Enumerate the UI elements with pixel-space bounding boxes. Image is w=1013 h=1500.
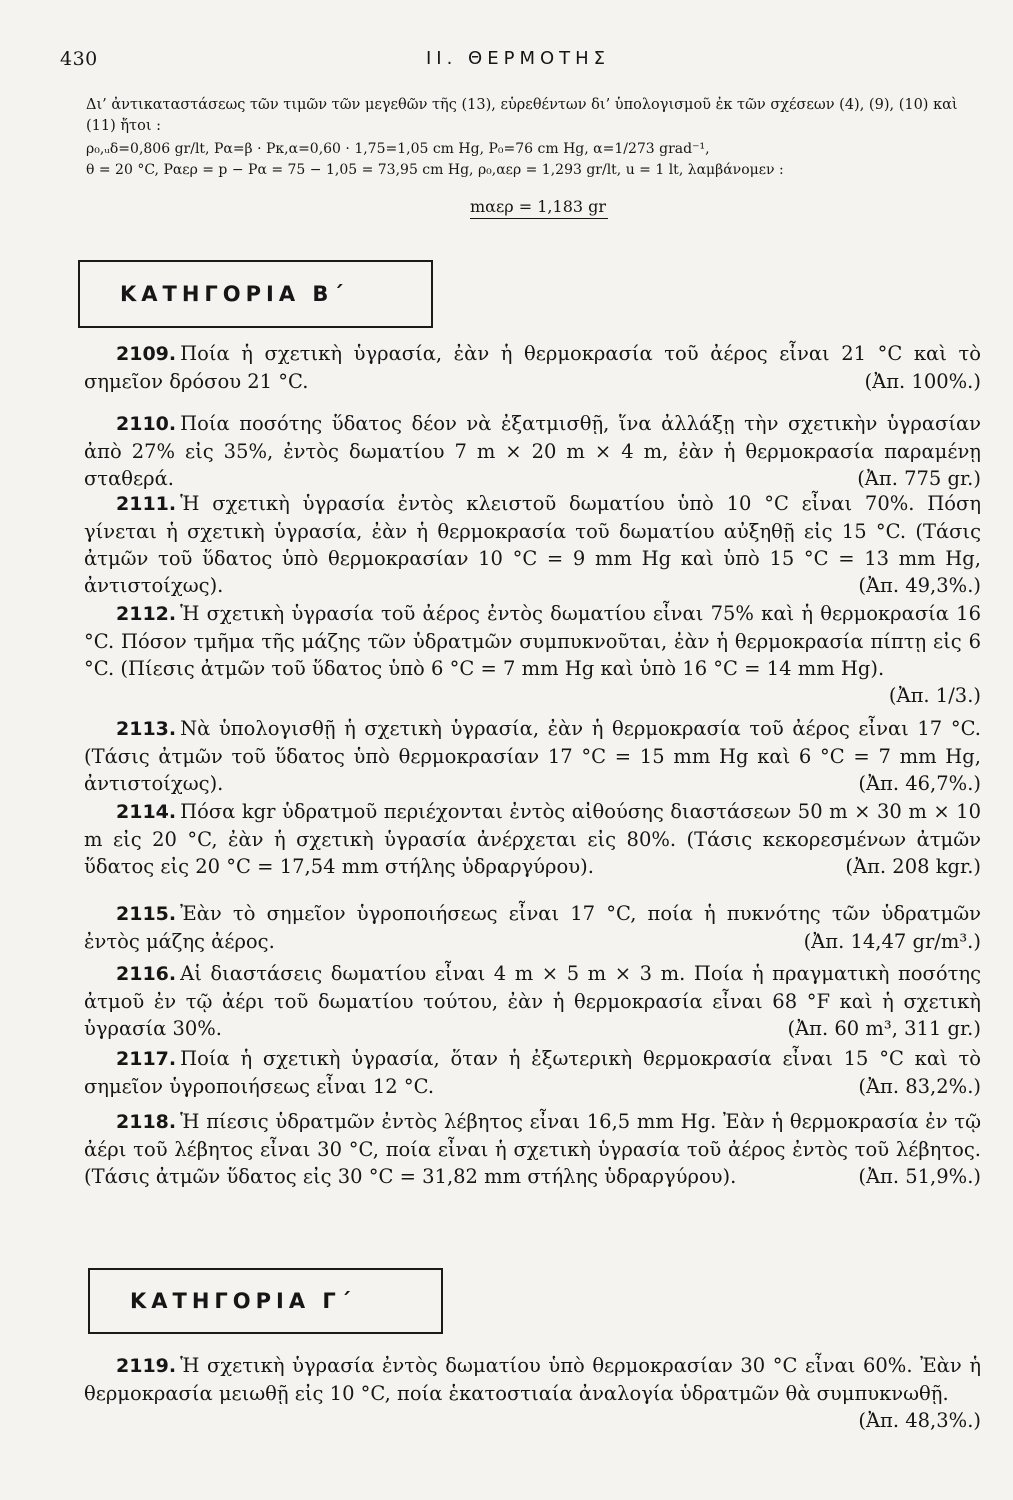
problem-text: Πόσα kgr ὑδρατμοῦ περιέχονται ἐντὸς αἰθούσης διαστάσεων 50 m × 30 m × 10 m εἰς 20 °C, ἐὰν ἡ σχετικὴ ὑγρασία ἀνέρχεται εἰς 80%. (Τάσις κεκορεσμένων ἀτμῶν ὕδατος εἰς 20 °C = 17,54 mm στήλης ὑδραργύρου). <box>84 800 981 878</box>
formula-line-1: ρ₀,ᵤδ=0,806 gr/lt, Pα=β · Pκ,α=0,60 · 1,75=1,05 cm Hg, P₀=76 cm Hg, α=1/273 grad⁻¹, <box>86 141 710 157</box>
problem-number: 2113. <box>116 718 177 740</box>
problem-text: Αἱ διαστάσεις δωματίου εἶναι 4 m × 5 m × 3 m. Ποία ἡ πραγματικὴ ποσότης ἀτμοῦ ἐν τῷ ἀέρι τοῦ δωματίου τούτου, ἐὰν ἡ θερμοκρασία εἶναι 68 °F καὶ ἡ σχετικὴ ὑγρασία 30%. <box>84 962 981 1040</box>
problem-2113 <box>84 715 981 797</box>
problem-number: 2112. <box>116 603 177 625</box>
formula-result: mαερ = 1,183 gr <box>470 197 608 219</box>
page-number: 430 <box>60 48 98 70</box>
problem-answer: (Ἀπ. 51,9%.) <box>858 1165 981 1188</box>
problem-number: 2115. <box>116 903 177 925</box>
problem-2112 <box>84 600 981 709</box>
problem-2118 <box>84 1108 981 1190</box>
category-b-heading <box>78 260 433 328</box>
problem-2116 <box>84 960 981 1042</box>
problem-answer: (Ἀπ. 49,3%.) <box>858 574 981 597</box>
problem-answer: (Ἀπ. 775 gr.) <box>857 467 981 490</box>
problem-text: Ποία ποσότης ὕδατος δέον νὰ ἐξατμισθῇ, ἵνα ἀλλάξῃ τὴν σχετικὴν ὑγρασίαν ἀπὸ 27% εἰς 35%, ἐντὸς δωματίου 7 m × 20 m × 4 m, ἐὰν ἡ θερμοκρασία παραμένῃ σταθερά. <box>84 412 981 490</box>
problem-2110 <box>84 410 981 492</box>
problem-answer: (Ἀπ. 14,47 gr/m³.) <box>803 930 981 953</box>
problem-text: Νὰ ὑπολογισθῇ ἡ σχετικὴ ὑγρασία, ἐὰν ἡ θερμοκρασία τοῦ ἀέρος εἶναι 17 °C. (Τάσις ἀτμῶν τοῦ ὕδατος ὑπὸ θερμοκρασίαν 17 °C = 15 mm Hg καὶ 6 °C = 7 mm Hg, ἀντιστοίχως). <box>84 717 981 795</box>
category-c-heading <box>88 1268 443 1334</box>
problem-2115 <box>84 900 981 955</box>
problem-2114 <box>84 798 981 880</box>
problem-number: 2109. <box>116 343 177 365</box>
problem-2109 <box>84 340 981 395</box>
category-b-label: ΚΑΤΗΓΟΡΙΑ Β΄ <box>120 282 348 306</box>
problem-number: 2118. <box>116 1111 177 1133</box>
problem-text: Ἡ σχετικὴ ὑγρασία τοῦ ἀέρος ἐντὸς δωματίου εἶναι 75% καὶ ἡ θερμοκρασία 16 °C. Πόσον τμῆμα τῆς μάζης τῶν ὑδρατμῶν συμπυκνοῦται, ἐὰν ἡ θερμοκρασία πίπτῃ εἰς 6 °C. (Πίεσις ἀτμῶν τοῦ ὕδατος ὑπὸ 6 °C = 7 mm Hg καὶ ὑπὸ 16 °C = 14 mm Hg). <box>84 602 981 680</box>
intro-paragraph <box>86 95 981 137</box>
problem-text: Ποία ἡ σχετικὴ ὑγρασία, ὅταν ἡ ἐξωτερικὴ θερμοκρασία εἶναι 15 °C καὶ τὸ σημεῖον ὑγροποιήσεως εἶναι 12 °C. <box>84 1047 981 1098</box>
problem-number: 2114. <box>116 801 177 823</box>
problem-answer: (Ἀπ. 46,7%.) <box>858 772 981 795</box>
category-c-label: ΚΑΤΗΓΟΡΙΑ Γ΄ <box>130 1289 356 1313</box>
problem-text: Ἐὰν τὸ σημεῖον ὑγροποιήσεως εἶναι 17 °C, ποία ἡ πυκνότης τῶν ὑδρατμῶν ἐντὸς μάζης ἀέρος. <box>84 902 981 953</box>
problem-2111 <box>84 490 981 599</box>
problem-answer: (Ἀπ. 1/3.) <box>888 684 981 707</box>
problem-answer: (Ἀπ. 48,3%.) <box>858 1409 981 1432</box>
problem-2117 <box>84 1045 981 1100</box>
problem-number: 2117. <box>116 1048 177 1070</box>
problem-number: 2119. <box>116 1355 177 1377</box>
problem-answer: (Ἀπ. 60 m³, 311 gr.) <box>787 1017 981 1040</box>
problem-text: Ἡ σχετικὴ ὑγρασία ἐντὸς κλειστοῦ δωματίου ὑπὸ 10 °C εἶναι 70%. Πόση γίνεται ἡ σχετικὴ ὑγρασία, ἐὰν ἡ θερμοκρασία τοῦ δωματίου αὐξηθῇ εἰς 15 °C. (Τάσις ἀτμῶν τοῦ ὕδατος ὑπὸ θερμοκρασίαν 10 °C = 9 mm Hg καὶ ὑπὸ 15 °C = 13 mm Hg, ἀντιστοίχως). <box>84 492 981 597</box>
problem-text: Ἡ σχετικὴ ὑγρασία ἐντὸς δωματίου ὑπὸ θερμοκρασίαν 30 °C εἶναι 60%. Ἐὰν ἡ θερμοκρασία μειωθῇ εἰς 10 °C, ποία ἑκατοστιαία ἀναλογία ὑδρατμῶν θὰ συμπυκνωθῇ. <box>84 1354 981 1405</box>
problem-number: 2111. <box>116 493 177 515</box>
problem-number: 2110. <box>116 413 177 435</box>
problem-answer: (Ἀπ. 83,2%.) <box>858 1075 981 1098</box>
problem-answer: (Ἀπ. 100%.) <box>864 370 981 393</box>
problem-text: Ποία ἡ σχετικὴ ὑγρασία, ἐὰν ἡ θερμοκρασία τοῦ ἀέρος εἶναι 21 °C καὶ τὸ σημεῖον δρόσου 21 °C. <box>84 342 981 393</box>
problem-text: Ἡ πίεσις ὑδρατμῶν ἐντὸς λέβητος εἶναι 16,5 mm Hg. Ἐὰν ἡ θερμοκρασία ἐν τῷ ἀέρι τοῦ λέβητος εἶναι 30 °C, ποία εἶναι ἡ σχετικὴ ὑγρασία τοῦ ἀέρος ἐντὸς τοῦ λέβητος. (Τάσις ἀτμῶν ὕδατος εἰς 30 °C = 31,82 mm στήλης ὑδραργύρου). <box>84 1110 981 1188</box>
formula-line-2: θ = 20 °C, Pαερ = p − Pα = 75 − 1,05 = 73,95 cm Hg, ρ₀,αερ = 1,293 gr/lt, u = 1 lt, λαμβάνομεν : <box>86 162 784 178</box>
problem-answer: (Ἀπ. 208 kgr.) <box>845 855 981 878</box>
running-title: II. ΘΕΡΜΟΤΗΣ <box>426 48 611 69</box>
problem-number: 2116. <box>116 963 177 985</box>
intro-text: Δι’ ἀντικαταστάσεως τῶν τιμῶν τῶν μεγεθῶν τῆς (13), εὑρεθέντων δι’ ὑπολογισμοῦ ἐκ τῶν σχέσεων (4), (9), (10) καὶ (11) ἤτοι : <box>86 97 958 134</box>
problem-2119 <box>84 1352 981 1434</box>
